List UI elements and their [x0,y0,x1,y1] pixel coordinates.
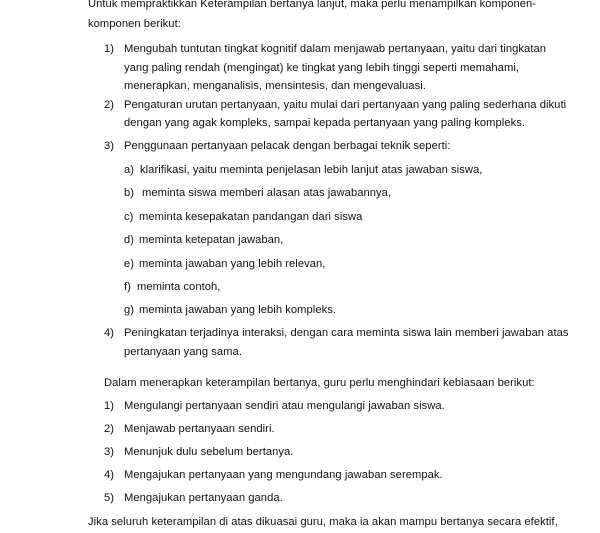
technique-g-letter: g) [124,304,135,316]
avoid-3-text: Menunjuk dulu sebelum bertanya. [124,446,294,458]
avoid-1-number: 1) [104,400,115,412]
intro-line-2: komponen berikut: [88,18,181,30]
technique-g-text: meminta jawaban yang lebih kompleks. [139,304,337,316]
component-1-line-1: Mengubah tuntutan tingkat kognitif dalam menjawab pertanyaan, yaitu dari tingkatan [124,43,547,55]
technique-c-text: meminta kesepakatan pandangan dari siswa [139,211,363,223]
avoid-intro: Dalam menerapkan keterampilan bertanya, guru perlu menghindari kebiasaan berikut: [104,377,535,389]
component-2-line-2: dengan yang agak kompleks, sampai kepada pertanyaan yang paling kompleks. [124,117,526,129]
component-1-line-2: yang paling rendah (mengingat) ke tingkat yang lebih tinggi seperti memahami, [124,62,520,74]
technique-f-letter: f) [124,281,131,293]
component-4-line-1: Peningkatan terjadinya interaksi, dengan cara meminta siswa lain memberi jawaban atas [124,327,569,339]
avoid-2-number: 2) [104,423,115,435]
technique-b-letter: b) [124,187,135,199]
closing-line: Jika seluruh keterampilan di atas dikuasai guru, maka ia akan mampu bertanya secara efektif, [88,516,558,528]
technique-a-text: klarifikasi, yaitu meminta penjelasan lebih lanjut atas jawaban siswa, [140,164,483,176]
avoid-5-number: 5) [104,492,115,504]
component-4-number: 4) [104,327,115,339]
avoid-4-text: Mengajukan pertanyaan yang mengundang jawaban serempak. [124,469,443,481]
technique-f-text: meminta contoh, [137,281,221,293]
technique-d-letter: d) [124,234,135,246]
avoid-1-text: Mengulangi pertanyaan sendiri atau mengulangi jawaban siswa. [124,400,445,412]
avoid-2-text: Menjawab pertanyaan sendiri. [124,423,275,435]
intro-line-1: Untuk mempraktikkan Keterampilan bertanya lanjut, maka perlu menampilkan komponen- [88,0,537,10]
component-1-line-3: menerapkan, menganalisis, mensintesis, dan mengevaluasi. [124,80,426,92]
technique-c-letter: c) [124,211,134,223]
component-1-number: 1) [104,43,115,55]
avoid-4-number: 4) [104,469,115,481]
technique-e-letter: e) [124,258,135,270]
component-2-number: 2) [104,99,115,111]
component-4-line-2: pertanyaan yang sama. [124,346,242,358]
component-2-line-1: Pengaturan urutan pertanyaan, yaitu mulai dari pertanyaan yang paling sederhana dikuti [124,99,567,111]
component-3-line-1: Penggunaan pertanyaan pelacak dengan berbagai teknik seperti: [124,140,451,152]
technique-a-letter: a) [124,164,135,176]
technique-b-text: meminta siswa memberi alasan atas jawabannya, [142,187,392,199]
avoid-3-number: 3) [104,446,115,458]
technique-e-text: meminta jawaban yang lebih relevan, [139,258,326,270]
component-3-number: 3) [104,140,115,152]
technique-d-text: meminta ketepatan jawaban, [139,234,284,246]
avoid-5-text: Mengajukan pertanyaan ganda. [124,492,283,504]
